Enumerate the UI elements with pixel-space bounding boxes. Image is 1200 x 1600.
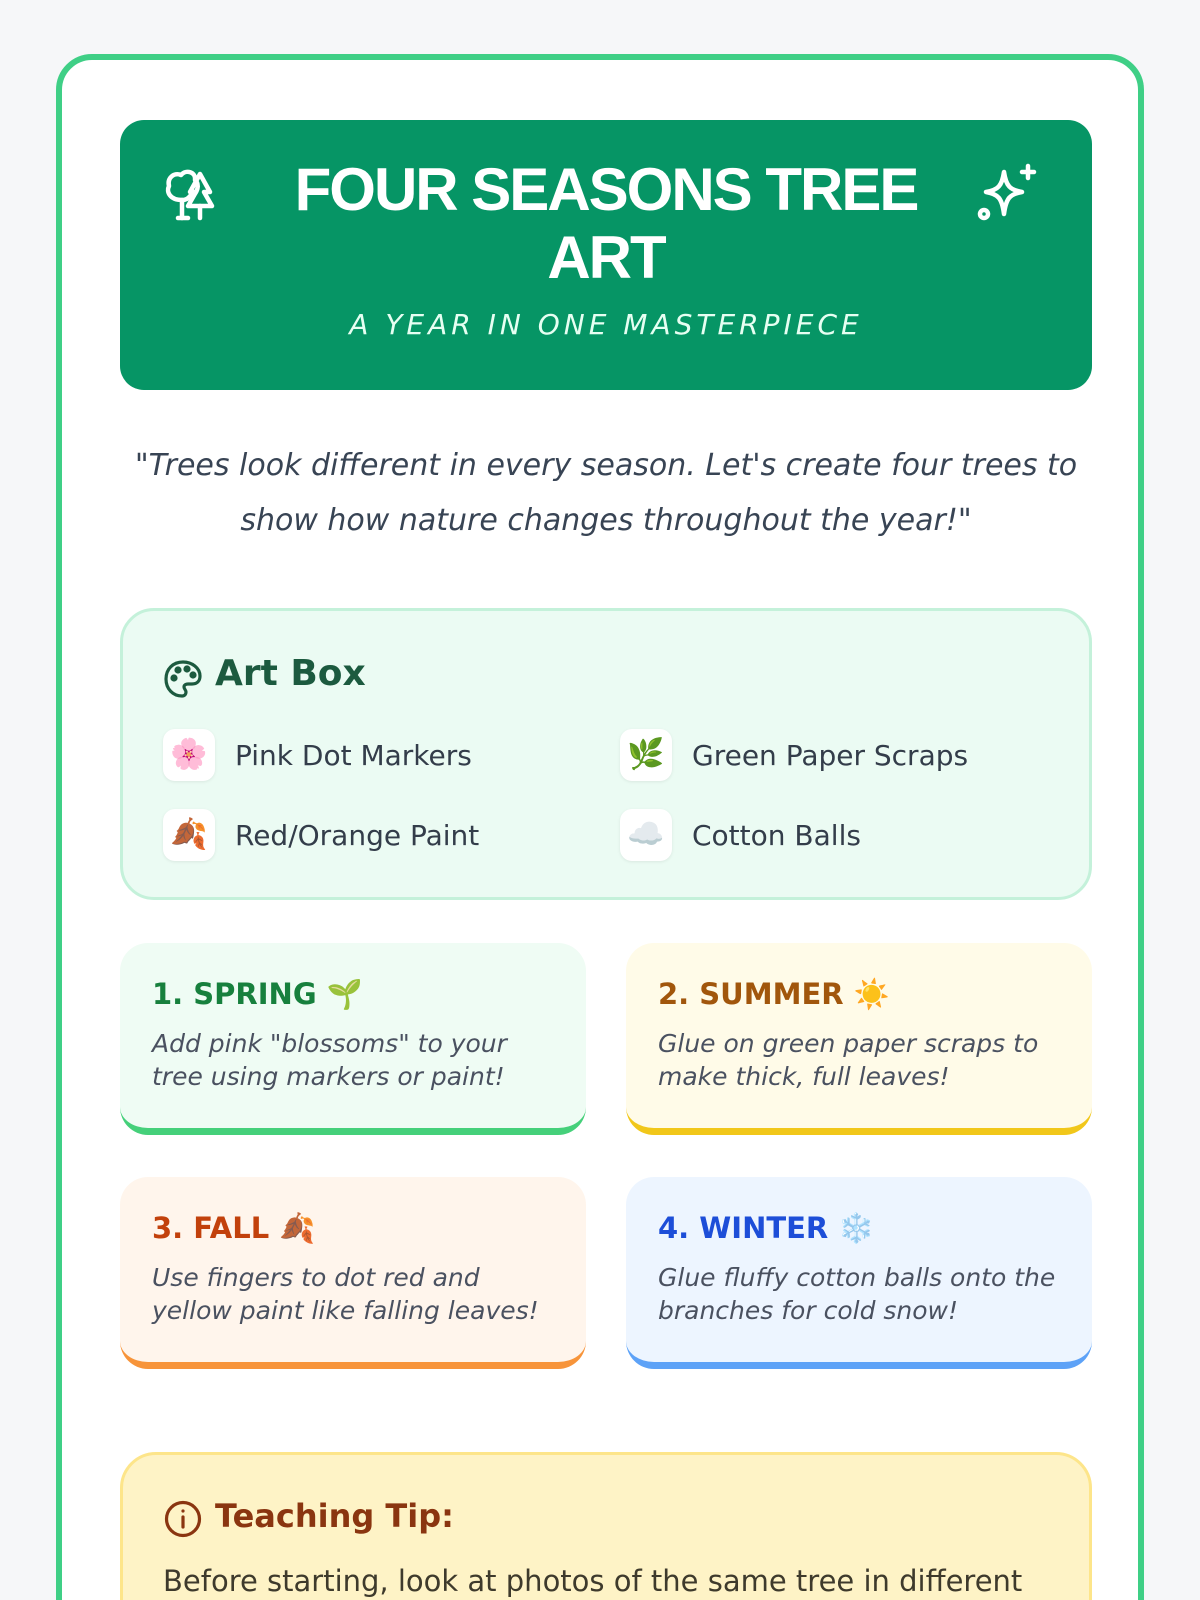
season-title: 3. FALL 🍂: [152, 1211, 316, 1245]
season-description: Use fingers to dot red and yellow paint like falling leaves!: [152, 1263, 539, 1325]
season-card-summer: [626, 943, 1092, 1135]
season-title: 1. SPRING 🌱: [152, 977, 363, 1011]
season-description: Glue fluffy cotton balls onto the branches for cold snow!: [658, 1263, 1056, 1325]
teaching-tip-title: Teaching Tip:: [215, 1497, 454, 1535]
cloud-icon: ☁️: [620, 809, 672, 861]
trees-icon: [160, 166, 222, 224]
page-title: FOUR SEASONS TREE ART: [294, 156, 918, 291]
teaching-tip-box: [120, 1452, 1092, 1600]
supply-label: Red/Orange Paint: [235, 819, 480, 852]
season-card-spring: [120, 943, 586, 1135]
teaching-tip-text: Before starting, look at photos of the same tree in different: [163, 1564, 1023, 1598]
blossom-icon: 🌸: [163, 729, 215, 781]
palette-icon: [163, 659, 203, 699]
art-box-title: Art Box: [215, 653, 366, 694]
art-box: [120, 608, 1092, 900]
page-subtitle: A YEAR IN ONE MASTERPIECE: [349, 308, 863, 341]
activity-card: [56, 54, 1144, 1600]
season-title: 4. WINTER ❄️: [658, 1211, 875, 1245]
season-description: Glue on green paper scraps to make thick, full leaves!: [658, 1029, 1039, 1091]
header-banner: [120, 120, 1092, 390]
season-card-winter: [626, 1177, 1092, 1369]
supply-label: Cotton Balls: [692, 819, 861, 852]
info-icon: [163, 1499, 203, 1539]
supply-label: Green Paper Scraps: [692, 739, 969, 772]
season-description: Add pink "blossoms" to your tree using markers or paint!: [152, 1029, 507, 1091]
fallen-leaf-icon: 🍂: [163, 809, 215, 861]
supply-label: Pink Dot Markers: [235, 739, 472, 772]
herb-icon: 🌿: [620, 729, 672, 781]
season-card-fall: [120, 1177, 586, 1369]
intro-quote: "Trees look different in every season. Let's create four trees to show how nature changes throughout the year!": [134, 448, 1078, 538]
season-title: 2. SUMMER ☀️: [658, 977, 890, 1011]
sparkles-icon: [974, 162, 1040, 224]
